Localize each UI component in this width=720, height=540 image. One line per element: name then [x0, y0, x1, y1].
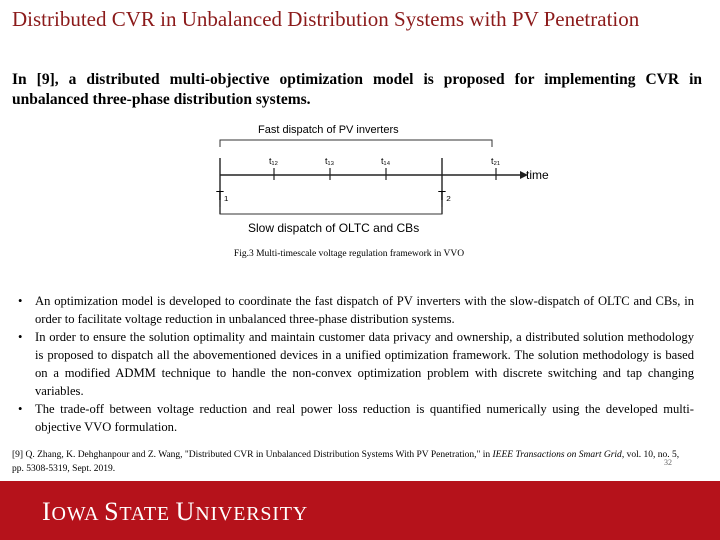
bullet-item [18, 292, 694, 328]
time-axis-label: time [526, 168, 549, 182]
slow-dispatch-label: Slow dispatch of OLTC and CBs [248, 221, 420, 235]
bullet-text: The trade-off between voltage reduction and real power loss reduction is quantified numerically using the developed multi-objective VVO formulation. [35, 402, 694, 434]
page-number: 32 [664, 458, 672, 467]
label-t21: t₂₁ [491, 156, 501, 166]
reference-journal: IEEE Transactions on Smart Grid [492, 450, 622, 460]
slide-title: Distributed CVR in Unbalanced Distribution Systems with PV Penetration [12, 7, 640, 31]
intro-paragraph: In [9], a distributed multi-objective optimization model is proposed for implementing CVR in unbalanced three-phase distribution systems. [12, 71, 702, 108]
footer-bar [0, 481, 720, 540]
figure-caption: Fig.3 Multi-timescale voltage regulation framework in VVO [233, 249, 465, 259]
label-t12: t₁₂ [269, 156, 279, 166]
bullet-dot: • [18, 330, 23, 344]
label-t14: t₁₄ [381, 156, 391, 166]
label-T1: T₁ [216, 188, 229, 203]
timescale-diagram [212, 118, 552, 248]
university-logo: IOWA STATE UNIVERSITY [42, 497, 308, 526]
bullet-list [18, 292, 694, 436]
reference-details: , vol. 10, no. 5, pp. 5308-5319, Sept. 2019. [12, 450, 680, 474]
fast-dispatch-bracket [220, 140, 492, 147]
bullet-dot: • [18, 402, 23, 416]
slow-dispatch-bracket [220, 207, 442, 214]
bullet-item [18, 328, 694, 400]
bullet-text: In order to ensure the solution optimality and maintain customer data privacy and ownership, a distributed solution methodology is proposed to dispatch all the abovementioned devices in a unified optimization framework. The solution methodology is based on a modified ADMM technique to handle the non-convex optimization problem with discrete switching and tap changing variables. [35, 330, 694, 398]
bullet-dot: • [18, 294, 23, 308]
bullet-item [18, 400, 694, 436]
reference-citation [12, 448, 682, 476]
reference-authors-title: [9] Q. Zhang, K. Dehghanpour and Z. Wang, "Distributed CVR in Unbalanced Distribution Systems With PV Penetration," in [12, 450, 493, 460]
fast-dispatch-label: Fast dispatch of PV inverters [258, 124, 399, 136]
label-T2: T₂ [438, 188, 451, 203]
label-t13: t₁₃ [325, 156, 335, 166]
bullet-text: An optimization model is developed to coordinate the fast dispatch of PV inverters with the slow-dispatch of OLTC and CBs, in order to facilitate voltage reduction in unbalanced three-phase distribution systems. [35, 294, 694, 326]
